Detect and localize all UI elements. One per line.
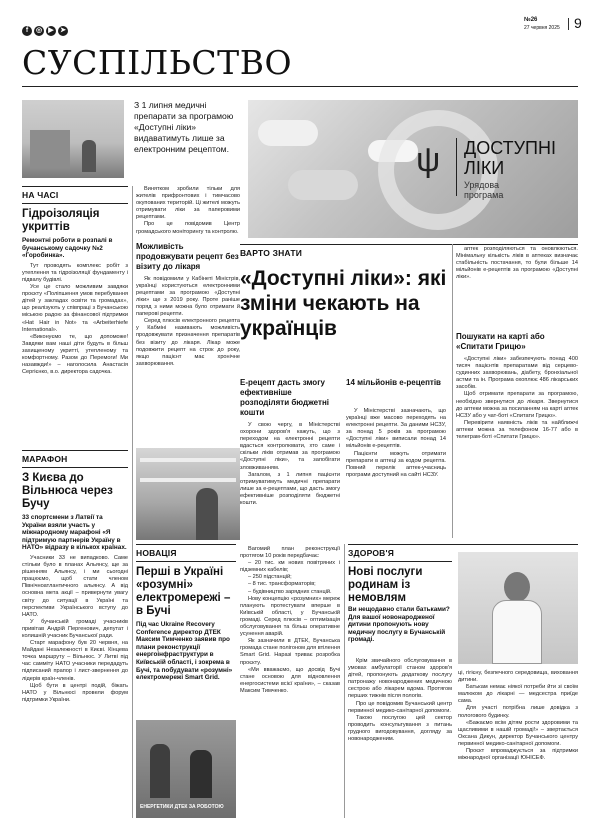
main-body-b-p1: У Міністерстві зазначають, що українці вже масово переходять на електронні рецепти. За даними НСЗУ, за понад 5 років за програмою «Доступні ліки» виписали понад 14 мільйонів е-рецептів. (346, 408, 446, 450)
sub-prodovzhuvaty: Можливість продовжувати рецепт без візиту до лікаря (136, 241, 239, 271)
headline-novation: Перші в Україні «розумні» електромережі – в Бучі (136, 566, 231, 617)
novation-photo (136, 720, 236, 818)
logo-line2: ЛІКИ (464, 158, 505, 178)
logo-line1: ДОСТУПНІ (464, 138, 556, 158)
facebook-icon[interactable]: f (22, 26, 32, 36)
mid-body1 (136, 186, 240, 236)
health-headline: Нові послуги родинам із немовлям (348, 566, 423, 604)
mid-body2-p1: Як повідомили у Кабінеті Міністрів, українці користуються електронними рецептами за програмою «Доступні ліки» ще з 2019 року. Проте раніше поряд з ними можна було отримати й паперові рецепти. (136, 275, 240, 318)
divider-left (132, 186, 133, 818)
main-sub-b: 14 мільйонів е-рецептів (346, 378, 441, 387)
main-body-c (456, 246, 578, 281)
health-right-p4: «Бажаємо всім дітям рости здоровими та щасливими в нашій громаді!» – звертається Оксана Дикун, директор Бучанського центру первинної медико-санітарної допомоги. (458, 719, 578, 747)
lead-novation: Під час Ukraine Recovery Conference директор ДТЕК Максим Тимченко заявив про плани реконструкції енергоінфраструктури в Київській області, і зокрема в Бучі, та побудувати «розумні» електромережі Smart Grid. (136, 621, 233, 682)
body-hydro-p2: Усе це стало можливим завдяки проєкту «Поліпшення умов перебування дітей у закладах освіти та громадах», що реалізують у співпраці з Бучанською міською радою за фінансової підтримки «Hat Hair in Not» та «Arbeiterhiefe International». (22, 284, 128, 333)
worker-shape-1 (150, 744, 170, 798)
divider-health (344, 544, 345, 818)
rule-health (348, 544, 578, 545)
logo-line3: Урядова програма (464, 180, 504, 200)
issue-date: 27 червня 2025 (524, 25, 560, 31)
body-hydro-p1: Тут проводять комплекс робіт з утеплення та гідроізоляції фундаменту і підвалу будівлі. (22, 262, 128, 283)
promo-text: З 1 липня медичні препарати за програмою «Доступні ліки» видаватимуть лише за електронним рецептом. (134, 100, 234, 154)
divider-main-right (452, 244, 453, 538)
body-hydro-p3: «Виконуємо те, що допоможе! Завдяки вам наші діти будуть в більш захищеному укритті, утепленому та комфортному. Разом до Перемоги! Ми назавжди!» – наголосила Анастасія Сергієнко, в.о. директора садочка. (22, 333, 128, 376)
body-marathon-p3: Старт марафону був 20 червня, на Майдані Незалежності в Києві. Кінцева точка маршруту – Вільнюс. У Литві під час самміту НАТО учасники передадуть підписаний прапор і лист-звернення до лідерів країн-членів. (22, 640, 128, 682)
header-bar (22, 15, 582, 34)
main-body-d-p2: Щоб отримати препарати за програмою, необхідно звернутися до лікаря. Звернутися до аптеки можна за посиланням на карті аптек НСЗУ або у чат-боті «Спитати Грицю». (456, 391, 578, 419)
promo-pills-photo (248, 100, 578, 238)
body-marathon-p1: Учасники 33 не випадково. Саме стільки було в планах Альянсу, ще за рішенням Альянсу, і ми сьогодні працюємо, щоб стати членом Північноатлантичного альянсу. А від основна мета акції – привернути увагу світу до ситуації в Україні та перспективи Українського вступу до НАТО. (22, 554, 128, 618)
rule-na-chasi (22, 186, 128, 187)
left-column (22, 186, 128, 376)
lead-marathon: 33 спортсмени з Латвії та України взяли участь у міжнародному марафоні «Я підтримую партнерів Україну в НАТО» відразу в кількох країнах. (22, 514, 127, 552)
health-right-p5: Проєкт впроваджується за підтримки міжнародної організації ЮНІСЕФ. (458, 748, 578, 762)
mid-pharmacy-photo (136, 448, 240, 540)
rule-health-2 (348, 561, 452, 562)
issue-number: №26 (524, 17, 538, 23)
novation-photo-caption: ЕНЕРГЕТИКИ ДТЕК ЗА РОБОТОЮ (140, 804, 224, 810)
page-number: 9 (574, 15, 582, 31)
health-body-right (458, 670, 578, 762)
pharmacy-shelf-shape (140, 458, 236, 462)
pills-shape-2 (288, 170, 358, 200)
telegram-icon[interactable]: ➤ (58, 26, 68, 36)
body-hydro (22, 263, 128, 377)
rule-main (240, 244, 578, 245)
energy-p7: Як зазначили в ДТЕК, Бучанська громада стане полігоном для втілення Smart Grid. Наразі триває розробка проєкту. (240, 638, 340, 666)
page-separator (568, 18, 569, 30)
lead-hydro: Ремонтні роботи в розпалі в бучанському садочку №2 «Горобинка». (22, 237, 113, 260)
mid-body2 (136, 276, 240, 368)
nurse-body-shape (492, 600, 542, 664)
youtube-icon[interactable]: ▶ (46, 26, 56, 36)
health-body (348, 658, 452, 743)
energy-body (240, 546, 340, 695)
main-body-b (346, 408, 446, 479)
energy-p3: – 250 підстанцій; (248, 574, 292, 581)
energy-p4: – 8 тис. трансформаторів; (248, 581, 316, 588)
energy-p2: – 20 тис. км нових повітряних і підземних кабелів; (240, 560, 340, 574)
main-body-b-p2: Пацієнти можуть отримати препарати в аптеці за кодом рецепта. Повний перелік аптек-учасниць програми доступний на сайті НСЗУ. (346, 450, 446, 478)
main-body-d-p1: «Доступні ліки» забезпечують понад 400 тисяч пацієнтів препаратами від серцево-судинних захворювань, діабету, бронхіальної астми та ін. Програма охоплює 486 лікарських засобів. (456, 356, 578, 391)
main-body-c-p1: аптек розподіляються та оновлюються. Мінімальну кількість ліків в аптеках визначає стабільність постачання, то були більше 14 мільйонів е-рецептів за програмою «Доступні ліки». (456, 246, 578, 281)
headline-hydro: Гідроізоляція укриттів (22, 208, 100, 233)
pills-shape-1 (258, 120, 318, 146)
headline-marathon: З Києва до Вільнюса через Бучу (22, 472, 113, 510)
health-body-p3: Такою послугою цей сектор проводить консультування з питань грудного вигодовування, догляду за новонародженим. (348, 714, 452, 743)
section-label-novation: НОВАЦІЯ (136, 548, 177, 558)
main-sub-c: Пошукати на карті або «Спитати Грицю» (456, 332, 545, 351)
left-column-marathon (22, 450, 128, 704)
energy-p5: – будівництво зарядних станцій. (248, 588, 332, 595)
mid-body2-p2: Серед плюсів електронного рецепта у Кабміні називають можливість продовжувати призначення препаратів без візиту до лікаря. Лікар може подовжити рецепт на строк до року, якщо пацієнт має хронічне захворювання. (136, 318, 240, 367)
energy-p1: Вагомий план реконструкції протягом 10 років передбачає: (240, 546, 340, 560)
logo-divider (456, 138, 457, 196)
section-title: СУСПІЛЬСТВО (22, 43, 292, 82)
section-title-rule (22, 86, 578, 87)
body-marathon-p2: У бучанській громаді учасників привітав Андрій Пергенович, депутат і колишній учасник Бучанської ради. (22, 618, 128, 639)
energy-p6: Нову концепцію «розумних» мереж планують протестувати вперше в Київській області, у Бучанській громаді. Серед плюсів – оптимізація обслуговування та більш оперативне усунення аварій. (240, 595, 340, 638)
main-headline: «Доступні ліки»: які зміни чекають на українців (240, 267, 447, 340)
nurse-head-shape (504, 572, 530, 602)
energy-p8: «Ми вважаємо, що досвід Бучі стане основою для відновлення енергосистеми всієї країни», – сказав Максим Тимченко. (240, 666, 340, 694)
health-body-p2: Про це повідомив Бучанський центр первинної медико-санітарної допомоги. (348, 700, 452, 714)
rule-marathon (22, 450, 128, 451)
photo-worker-shape (82, 140, 96, 172)
main-body-a (240, 422, 340, 507)
novation-story (136, 544, 236, 682)
top-left-photo (22, 100, 124, 178)
health-right-p3: Для участі потрібна лише довідка з пологового будинку. (458, 705, 578, 719)
health-photo (458, 552, 578, 664)
photo-building-shape (30, 130, 70, 168)
section-label-main: ВАРТО ЗНАТИ (240, 248, 303, 258)
main-body-a-p2: Загалом, з 1 липня пацієнти отримуватимуть медичні препарати лише за е-рецептами, що дасть змогу ефективніше розподіляти бюджетні кошти. (240, 471, 340, 507)
social-icons (22, 19, 70, 37)
worker-shape-2 (190, 750, 212, 798)
rule-novation-2 (136, 561, 236, 562)
rule-novation (136, 544, 236, 545)
mid-column (136, 186, 240, 368)
health-right-p2: Батькам немає ніякої потреби йти зі своїм малюком до лікарні — медсестра приїде сама. (458, 684, 578, 705)
instagram-icon[interactable]: ◎ (35, 27, 43, 34)
section-label-marathon: МАРАФОН (22, 454, 68, 464)
body-marathon-p4: Щоб бути в центрі подій, біжать НАТО у Вільнюсі провели форум підтримки України. (22, 682, 128, 703)
pharmacy-shelf-shape-2 (140, 478, 236, 482)
section-label-health: ЗДОРОВ'Я (348, 548, 395, 558)
body-marathon (22, 555, 128, 704)
health-body-p1: Крім звичайного обслуговування в умовах амбулаторії станом здоров'я дітей, пропонують додаткову послугу патронажу новонароджених медичною сестрою або лікарем вдома. Протягом перших тижнів після пологів. (348, 658, 452, 700)
main-body-d-p3: Перевірити наявність ліків та найближчі аптеки можна за телефоном 16-77 або в телеграм-боті «Спитати Грицю». (456, 419, 578, 441)
mid-body1-p1: Винятком зробили тільки для жителів прифронтових і тимчасово окупованих територій. Ці жителі можуть отримувати ліки за паперовими рецептами. (136, 186, 240, 221)
pharmacy-person-shape (196, 488, 218, 540)
trident-icon: ψ (416, 141, 441, 179)
mid-body1-p2: Про це повідомив Центр громадського моніторингу та контролю. (136, 221, 240, 235)
main-body-d (456, 356, 578, 441)
promo-logo (378, 110, 573, 230)
section-label-na-chasi: НА ЧАСІ (22, 190, 59, 200)
health-right-p1: ці, гігієну, безпечного середовища, виховання дитини. (458, 670, 578, 684)
rule-marathon-2 (22, 467, 128, 468)
main-body-a-p1: У свою чергу, в Міністерстві охорони здоров'я кажуть, що з переходом на електронні рецепти вдасться контролювати, хто саме і скільки ліків отримав за програмою «Доступні ліки», та запобігати зловживанням. (240, 422, 340, 471)
health-lead: Ви нещодавно стали батьками? Для вашої новонародженої дитини пропонують нову медичну послугу в Бучанській громаді. (348, 606, 450, 644)
rule-na-chasi-2 (22, 203, 128, 204)
main-sub-a: Е-рецепт дасть змогу ефективніше розподіляти бюджетні кошти (240, 378, 329, 417)
